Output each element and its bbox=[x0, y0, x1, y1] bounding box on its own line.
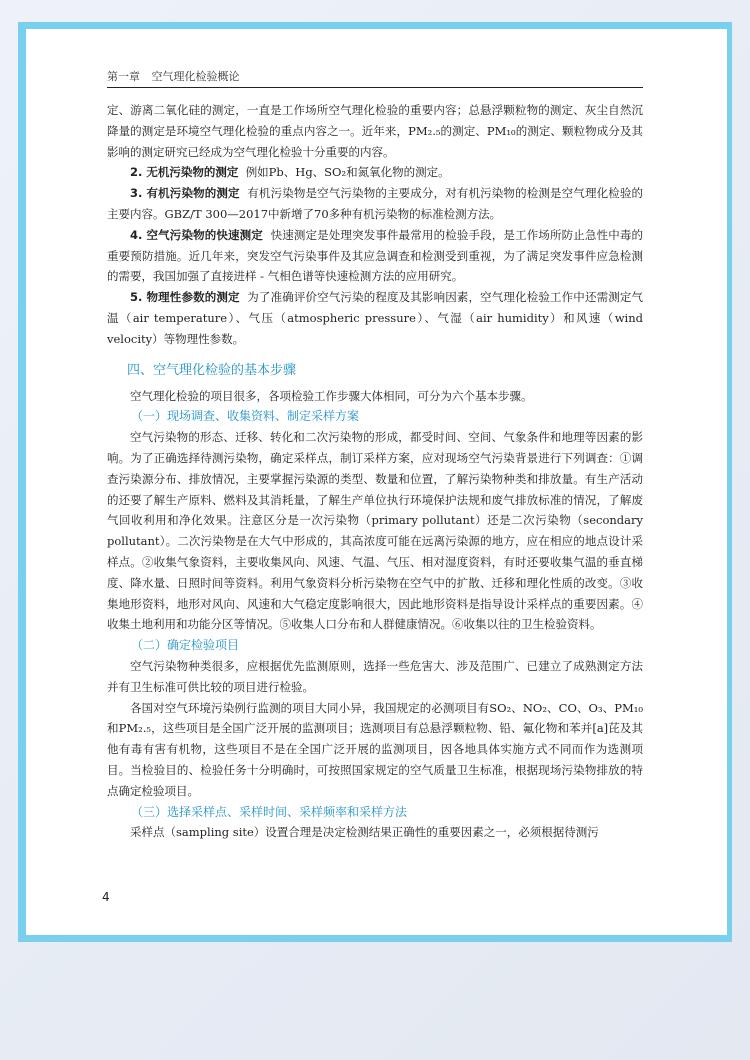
paragraph: 定、游离二氧化硅的测定，一直是工作场所空气理化检验的重要内容；总悬浮颗粒物的测定、灰尘自然沉降量的测定是环境空气理化检验的重点内容之一。近年来，PM₂.₅的测定、PM₁₀的测定、颗粒物成分及其影响的测定研究已经成为空气理化检验十分重要的内容。 bbox=[107, 103, 643, 159]
item-label: 4. 空气污染物的快速测定 bbox=[130, 227, 263, 242]
item-label: 2. 无机污染物的测定 bbox=[130, 165, 239, 180]
paragraph bbox=[107, 162, 643, 183]
item-label: 3. 有机污染物的测定 bbox=[130, 186, 240, 201]
item-text: 为了准确评价空气污染的程度及其影响因素，空气理化检验工作中还需测定气温（air temperature）、气压（atmospheric pressure）、气湿（air humidity）和风速（wind velocity）等物理性参数。 bbox=[107, 290, 644, 346]
paragraph bbox=[107, 287, 643, 349]
item-label: 5. 物理性参数的测定 bbox=[130, 290, 240, 305]
item-text: 快速测定是处理突发事件最常用的检验手段，是工作场所防止急性中毒的重要预防措施。近几年来，突发空气污染事件及其应急调查和检测受到重视，为了满足突发事件应急检测的需要，我国加强了直接进样 - 气相色谱等快速检测方法的应用研究。 bbox=[107, 227, 644, 284]
paragraph bbox=[107, 183, 643, 225]
item-text: 有机污染物是空气污染物的主要成分，对有机污染物的检测是空气理化检验的主要内容。GBZ/T 300—2017中新增了70多种有机污染物的标准检测方法。 bbox=[107, 186, 644, 221]
section-heading: 四、空气理化检验的基本步骤 bbox=[127, 362, 297, 378]
chapter-label: 第一章 bbox=[107, 70, 140, 83]
paragraph: 空气理化检验的项目很多，各项检验工作步骤大体相同，可分为六个基本步骤。 bbox=[130, 388, 533, 403]
paragraph bbox=[107, 225, 643, 287]
header-rule bbox=[107, 87, 643, 88]
item-text: 例如Pb、Hg、SO₂和氮氧化物的测定。 bbox=[245, 165, 450, 180]
subsection-heading: （二）确定检验项目 bbox=[131, 638, 240, 653]
paragraph: 空气污染物种类很多，应根据优先监测原则，选择一些危害大、涉及范围广、已建立了成熟测定方法并有卫生标准可供比较的项目进行检验。 bbox=[107, 658, 643, 694]
paragraph: 各国对空气环境污染例行监测的项目大同小异，我国规定的必测项目有SO₂、NO₂、CO、O₃、PM₁₀和PM₂.₅，这些项目是全国广泛开展的监测项目；选测项目有总悬浮颗粒物、铅、氟化物和苯并[a]芘及其他有毒有害有机物，这些项目不是在全国广泛开展的监测项目，因各地具体实施方式不同而作为选测项目。当检验目的、检验任务十分明确时，可按照国家规定的空气质量卫生标准，根据现场污染物排放的特点确定检验项目。 bbox=[107, 700, 643, 798]
chapter-title: 空气理化检验概论 bbox=[151, 70, 240, 83]
paragraph: 空气污染物的形态、迁移、转化和二次污染物的形成，都受时间、空间、气象条件和地理等因素的影响。为了正确选择待测污染物，确定采样点，制订采样方案，应对现场空气污染背景进行下列调查：①调查污染源分布、排放情况，主要掌握污染源的类型、数量和位置，了解污染物种类和排放量。有生产活动的还要了解生产原料、燃料及其消耗量，了解生产单位执行环境保护法规和废气排放标准的情况，了解废气回收利用和净化效果。注意区分是一次污染物（primary pollutant）还是二次污染物（secondary pollutant）。二次污染物是在大气中形成的，其高浓度可能在远离污染源的地方，应在相应的地点设计采样点。②收集气象资料，主要收集风向、风速、气温、气压、相对湿度资料，有时还要收集气温的垂直梯度、降水量、日照时间等资料。利用气象资料分析污染物在空气中的扩散、迁移和理化性质的改变。③收集地形资料，地形对风向、风速和大气稳定度影响很大，因此地形资料是指导设计采样点的重要因素。④收集土地利用和功能分区等情况。⑤收集人口分布和人群健康情况。⑥收集以往的卫生检验资料。 bbox=[107, 430, 643, 632]
subsection-heading: （一）现场调查、收集资料、制定采样方案 bbox=[131, 409, 360, 424]
subsection-heading: （三）选择采样点、采样时间、采样频率和采样方法 bbox=[131, 804, 408, 819]
paragraph: 采样点（sampling site）设置合理是决定检测结果正确性的重要因素之一，必须根据待测污 bbox=[130, 825, 599, 840]
body-text bbox=[107, 100, 643, 843]
page-number: 4 bbox=[102, 890, 110, 904]
running-header bbox=[107, 68, 627, 84]
